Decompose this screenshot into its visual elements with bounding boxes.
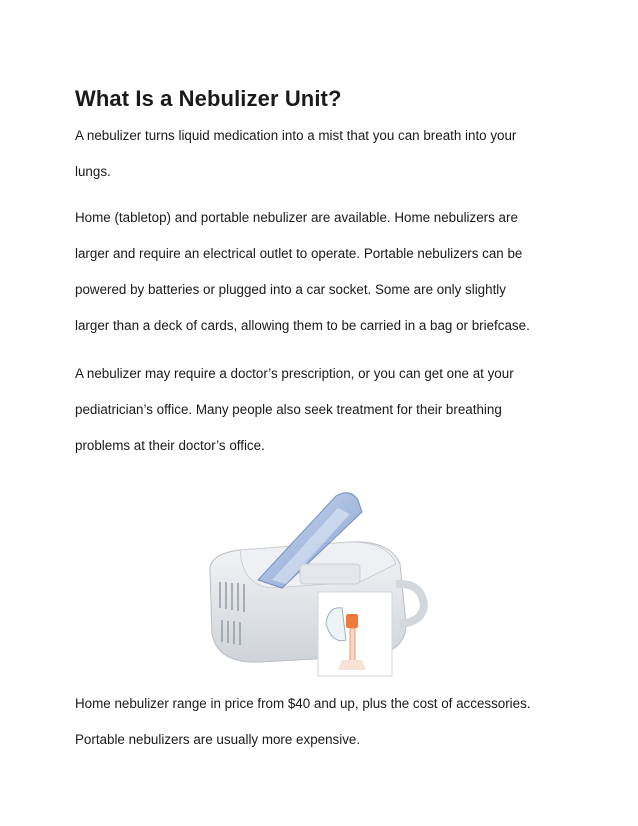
nebulizer-image — [200, 484, 430, 684]
text-line: larger than a deck of cards, allowing them to be carried in a bag or briefcase. — [75, 318, 530, 333]
text-line: Portable nebulizers are usually more expensive. — [75, 732, 361, 747]
paragraph-prescription — [75, 356, 575, 464]
text-line: A nebulizer may require a doctor’s prescription, or you can get one at your — [75, 366, 514, 381]
text-line: larger and require an electrical outlet to operate. Portable nebulizers can be — [75, 246, 523, 261]
text-line: A nebulizer turns liquid medication into a mist that you can breath into your — [75, 128, 517, 143]
page-title: What Is a Nebulizer Unit? — [75, 86, 342, 111]
nebulizer-illustration — [200, 484, 430, 684]
paragraph-types — [75, 200, 575, 344]
text-line: lungs. — [75, 164, 111, 179]
text-line: powered by batteries or plugged into a car socket. Some are only slightly — [75, 282, 506, 297]
text-line: Home (tabletop) and portable nebulizer are available. Home nebulizers are — [75, 210, 518, 225]
text-line: Home nebulizer range in price from $40 and up, plus the cost of accessories. — [75, 696, 531, 711]
paragraph-intro — [75, 118, 575, 190]
text-line: problems at their doctor’s office. — [75, 438, 265, 453]
text-line: pediatrician’s office. Many people also seek treatment for their breathing — [75, 402, 502, 417]
paragraph-price — [75, 686, 575, 758]
